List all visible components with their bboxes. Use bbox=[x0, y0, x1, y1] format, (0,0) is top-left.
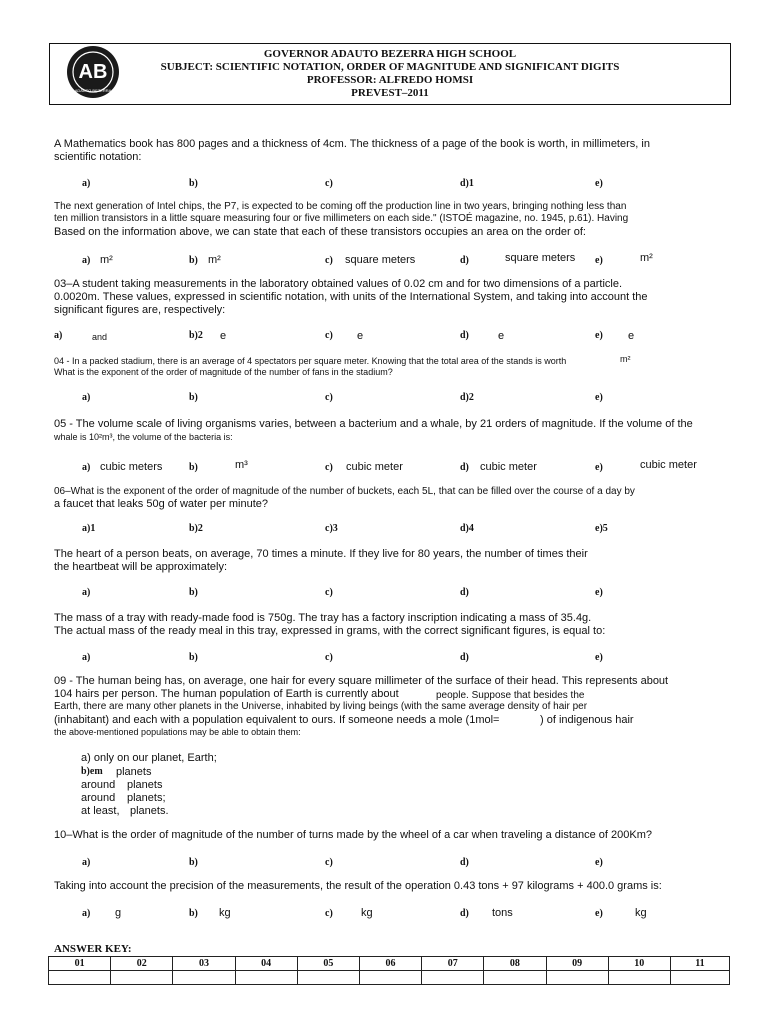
answer-key-col: 09 bbox=[546, 957, 608, 971]
school-name: GOVERNOR ADAUTO BEZERRA HIGH SCHOOL bbox=[263, 48, 517, 60]
q3-option-d[interactable]: d) bbox=[460, 330, 469, 341]
q11-option-d-text: tons bbox=[492, 907, 513, 919]
q3-line3: significant figures are, respectively: bbox=[54, 304, 226, 316]
answer-cell[interactable] bbox=[111, 971, 173, 985]
q4-line1-unit: m² bbox=[620, 354, 631, 364]
q8-line1: The mass of a tray with ready-made food is 750g. The tray has a factory inscription indicating a mass of 35.4g. bbox=[54, 612, 592, 624]
q9-option-b[interactable]: b)em bbox=[81, 766, 103, 777]
q3-line2: 0.0020m. These values, expressed in scientific notation, with units of the International System, and taking into account the bbox=[54, 291, 648, 303]
q8-option-e[interactable]: e) bbox=[595, 652, 603, 663]
q2-option-e[interactable]: e) bbox=[595, 255, 603, 266]
q2-option-a-text: m² bbox=[100, 254, 113, 266]
q11-option-a[interactable]: a) bbox=[82, 908, 91, 919]
q7-option-b[interactable]: b) bbox=[189, 587, 198, 598]
svg-text:ADAUTO BEZERRA: ADAUTO BEZERRA bbox=[74, 88, 112, 93]
answer-key-col: 10 bbox=[608, 957, 670, 971]
school-logo-icon bbox=[66, 45, 120, 99]
answer-key-title: ANSWER KEY: bbox=[54, 943, 132, 955]
q4-option-e[interactable]: e) bbox=[595, 392, 603, 403]
answer-cell[interactable] bbox=[546, 971, 608, 985]
q1-option-b[interactable]: b) bbox=[189, 178, 198, 189]
q2-option-d-text: square meters bbox=[505, 252, 576, 264]
q5-option-a-text: cubic meters bbox=[100, 461, 163, 473]
q5-line1: 05 - The volume scale of living organisms varies, between a bacterium and a whale, by 21 orders of magnitude. If the volume of the bbox=[54, 418, 693, 430]
answer-cell[interactable] bbox=[49, 971, 111, 985]
q5-option-b-text: m³ bbox=[235, 459, 248, 471]
answer-cell[interactable] bbox=[173, 971, 235, 985]
q3-option-a-text: and bbox=[92, 332, 108, 342]
q5-line2: whale is 10²m³, the volume of the bacteria is: bbox=[54, 432, 233, 442]
q11-option-c-text: kg bbox=[361, 907, 373, 919]
q6-option-c[interactable]: c)3 bbox=[325, 523, 338, 534]
answer-key-col: 05 bbox=[297, 957, 359, 971]
q1-option-d[interactable]: d)1 bbox=[460, 178, 474, 189]
subject-line: SUBJECT: SCIENTIFIC NOTATION, ORDER OF MAGNITUDE AND SIGNIFICANT DIGITS bbox=[160, 61, 620, 73]
q1-option-a[interactable]: a) bbox=[82, 178, 91, 189]
q3-option-b[interactable]: b)2 bbox=[189, 330, 203, 341]
answer-key-header-row bbox=[49, 957, 730, 971]
q7-line2: the heartbeat will be approximately: bbox=[54, 561, 228, 573]
q7-option-a[interactable]: a) bbox=[82, 587, 91, 598]
q11-line1: Taking into account the precision of the measurements, the result of the operation 0.43 tons + 97 kilograms + 400.0 grams is: bbox=[54, 880, 662, 892]
q4-option-a[interactable]: a) bbox=[82, 392, 91, 403]
q2-option-c-text: square meters bbox=[345, 254, 416, 266]
q3-option-e-text: e bbox=[628, 330, 635, 342]
q3-option-d-text: e bbox=[498, 330, 505, 342]
answer-cell[interactable] bbox=[608, 971, 670, 985]
q11-option-e[interactable]: e) bbox=[595, 908, 603, 919]
q3-option-c[interactable]: c) bbox=[325, 330, 333, 341]
q11-option-c[interactable]: c) bbox=[325, 908, 333, 919]
answer-key-table bbox=[48, 956, 730, 985]
q1-option-e[interactable]: e) bbox=[595, 178, 603, 189]
q11-option-b[interactable]: b) bbox=[189, 908, 198, 919]
q4-option-c[interactable]: c) bbox=[325, 392, 333, 403]
q4-option-b[interactable]: b) bbox=[189, 392, 198, 403]
q11-option-b-text: kg bbox=[219, 907, 231, 919]
q5-option-b[interactable]: b) bbox=[189, 462, 198, 473]
q1-line2: scientific notation: bbox=[54, 151, 142, 163]
q6-option-e[interactable]: e)5 bbox=[595, 523, 608, 534]
q5-option-a[interactable]: a) bbox=[82, 462, 91, 473]
answer-cell[interactable] bbox=[422, 971, 484, 985]
q9-line2a: 104 hairs per person. The human population of Earth is currently about bbox=[54, 688, 399, 700]
q5-option-d-text: cubic meter bbox=[480, 461, 537, 473]
q11-option-e-text: kg bbox=[635, 907, 647, 919]
answer-key-col: 08 bbox=[484, 957, 546, 971]
q9-line3: Earth, there are many other planets in the Universe, inhabited by living beings (with the same average density of hair per bbox=[54, 701, 588, 712]
svg-text:AB: AB bbox=[78, 61, 108, 83]
q4-option-d[interactable]: d)2 bbox=[460, 392, 474, 403]
q8-line2: The actual mass of the ready meal in this tray, expressed in grams, with the correct significant figures, is equal to: bbox=[54, 625, 606, 637]
q2-option-a[interactable]: a) bbox=[82, 255, 91, 266]
course-line: PREVEST–2011 bbox=[351, 87, 429, 99]
q10-option-c[interactable]: c) bbox=[325, 857, 333, 868]
q2-option-e-text: m² bbox=[640, 252, 653, 264]
q7-option-c[interactable]: c) bbox=[325, 587, 333, 598]
q4-line2: What is the exponent of the order of magnitude of the number of fans in the stadium? bbox=[54, 367, 393, 377]
q5-option-e[interactable]: e) bbox=[595, 462, 603, 473]
answer-cell[interactable] bbox=[484, 971, 546, 985]
q9-option-b-text: planets bbox=[116, 766, 152, 778]
q3-option-e[interactable]: e) bbox=[595, 330, 603, 341]
q10-option-a[interactable]: a) bbox=[82, 857, 91, 868]
professor-line: PROFESSOR: ALFREDO HOMSI bbox=[306, 74, 474, 86]
q9-line2b: people. Suppose that besides the bbox=[436, 690, 585, 701]
q9-option-e-text: planets. bbox=[130, 805, 169, 817]
q8-option-b[interactable]: b) bbox=[189, 652, 198, 663]
q5-option-e-text: cubic meter bbox=[640, 459, 697, 471]
answer-key-col: 11 bbox=[670, 957, 729, 971]
header-box bbox=[49, 43, 731, 105]
q11-option-d[interactable]: d) bbox=[460, 908, 469, 919]
answer-cell[interactable] bbox=[235, 971, 297, 985]
q9-line4b: ) of indigenous hair bbox=[540, 714, 634, 726]
q9-line4a: (inhabitant) and each with a population equivalent to ours. If someone needs a mole (1mol= bbox=[54, 714, 500, 726]
answer-key-col: 03 bbox=[173, 957, 235, 971]
q9-option-d[interactable]: around bbox=[81, 792, 116, 804]
q4-line1: 04 - In a packed stadium, there is an average of 4 spectators per square meter. Knowing that the total area of the stands is worth bbox=[54, 356, 567, 366]
answer-key-col: 06 bbox=[359, 957, 421, 971]
answer-key-col: 04 bbox=[235, 957, 297, 971]
answer-cell[interactable] bbox=[297, 971, 359, 985]
q3-line1: 03–A student taking measurements in the laboratory obtained values of 0.02 cm and for two dimensions of a particle. bbox=[54, 278, 623, 290]
q6-option-d[interactable]: d)4 bbox=[460, 523, 474, 534]
q2-line1: The next generation of Intel chips, the P7, is expected to be coming off the production line in two years, bringing nothing less than bbox=[54, 201, 627, 212]
q2-line2: ten million transistors in a little square measuring four or five millimeters on each side." (ISTOÉ magazine, no. 1945, p.61). Having bbox=[54, 213, 629, 224]
q6-option-a[interactable]: a)1 bbox=[82, 523, 96, 534]
q8-option-c[interactable]: c) bbox=[325, 652, 333, 663]
q1-option-c[interactable]: c) bbox=[325, 178, 333, 189]
q10-option-e[interactable]: e) bbox=[595, 857, 603, 868]
q5-option-c-text: cubic meter bbox=[346, 461, 403, 473]
q5-option-c[interactable]: c) bbox=[325, 462, 333, 473]
q1-line1: A Mathematics book has 800 pages and a thickness of 4cm. The thickness of a page of the book is worth, in millimeters, in bbox=[54, 138, 650, 150]
q8-option-d[interactable]: d) bbox=[460, 652, 469, 663]
q6-option-b[interactable]: b)2 bbox=[189, 523, 203, 534]
answer-key-answer-row bbox=[49, 971, 730, 985]
q9-option-e[interactable]: at least, bbox=[81, 805, 120, 817]
q7-line1: The heart of a person beats, on average, 70 times a minute. If they live for 80 years, the number of times their bbox=[54, 548, 588, 560]
answer-cell[interactable] bbox=[670, 971, 729, 985]
q6-line2: a faucet that leaks 50g of water per minute? bbox=[54, 498, 269, 510]
q2-option-b[interactable]: b) bbox=[189, 255, 198, 266]
q5-option-d[interactable]: d) bbox=[460, 462, 469, 473]
q3-option-b-text: e bbox=[220, 330, 227, 342]
q9-option-c-text: planets bbox=[127, 779, 163, 791]
q11-option-a-text: g bbox=[115, 907, 122, 919]
q7-option-d[interactable]: d) bbox=[460, 587, 469, 598]
q3-option-c-text: e bbox=[357, 330, 364, 342]
q9-line1: 09 - The human being has, on average, one hair for every square millimeter of the surface of their head. This represents about bbox=[54, 675, 669, 687]
q9-option-c[interactable]: around bbox=[81, 779, 116, 791]
q2-option-c[interactable]: c) bbox=[325, 255, 333, 266]
q10-option-b[interactable]: b) bbox=[189, 857, 198, 868]
q8-option-a[interactable]: a) bbox=[82, 652, 91, 663]
q7-option-e[interactable]: e) bbox=[595, 587, 603, 598]
q9-option-a[interactable]: a) only on our planet, Earth; bbox=[81, 752, 217, 764]
q10-option-d[interactable]: d) bbox=[460, 857, 469, 868]
q2-line3: Based on the information above, we can state that each of these transistors occupies an area on the order of: bbox=[54, 226, 586, 238]
q6-line1: 06–What is the exponent of the order of magnitude of the number of buckets, each 5L, that can be filled over the course of a day by bbox=[54, 486, 635, 497]
answer-key-col: 07 bbox=[422, 957, 484, 971]
answer-cell[interactable] bbox=[359, 971, 421, 985]
answer-key-col: 01 bbox=[49, 957, 111, 971]
q2-option-d[interactable]: d) bbox=[460, 255, 469, 266]
q3-option-a[interactable]: a) bbox=[54, 330, 63, 341]
q10-line1: 10–What is the order of magnitude of the number of turns made by the wheel of a car when traveling a distance of 200Km? bbox=[54, 829, 653, 841]
q9-option-d-text: planets; bbox=[127, 792, 166, 804]
q9-line5: the above-mentioned populations may be able to obtain them: bbox=[54, 727, 301, 737]
answer-key-col: 02 bbox=[111, 957, 173, 971]
q2-option-b-text: m² bbox=[208, 254, 221, 266]
